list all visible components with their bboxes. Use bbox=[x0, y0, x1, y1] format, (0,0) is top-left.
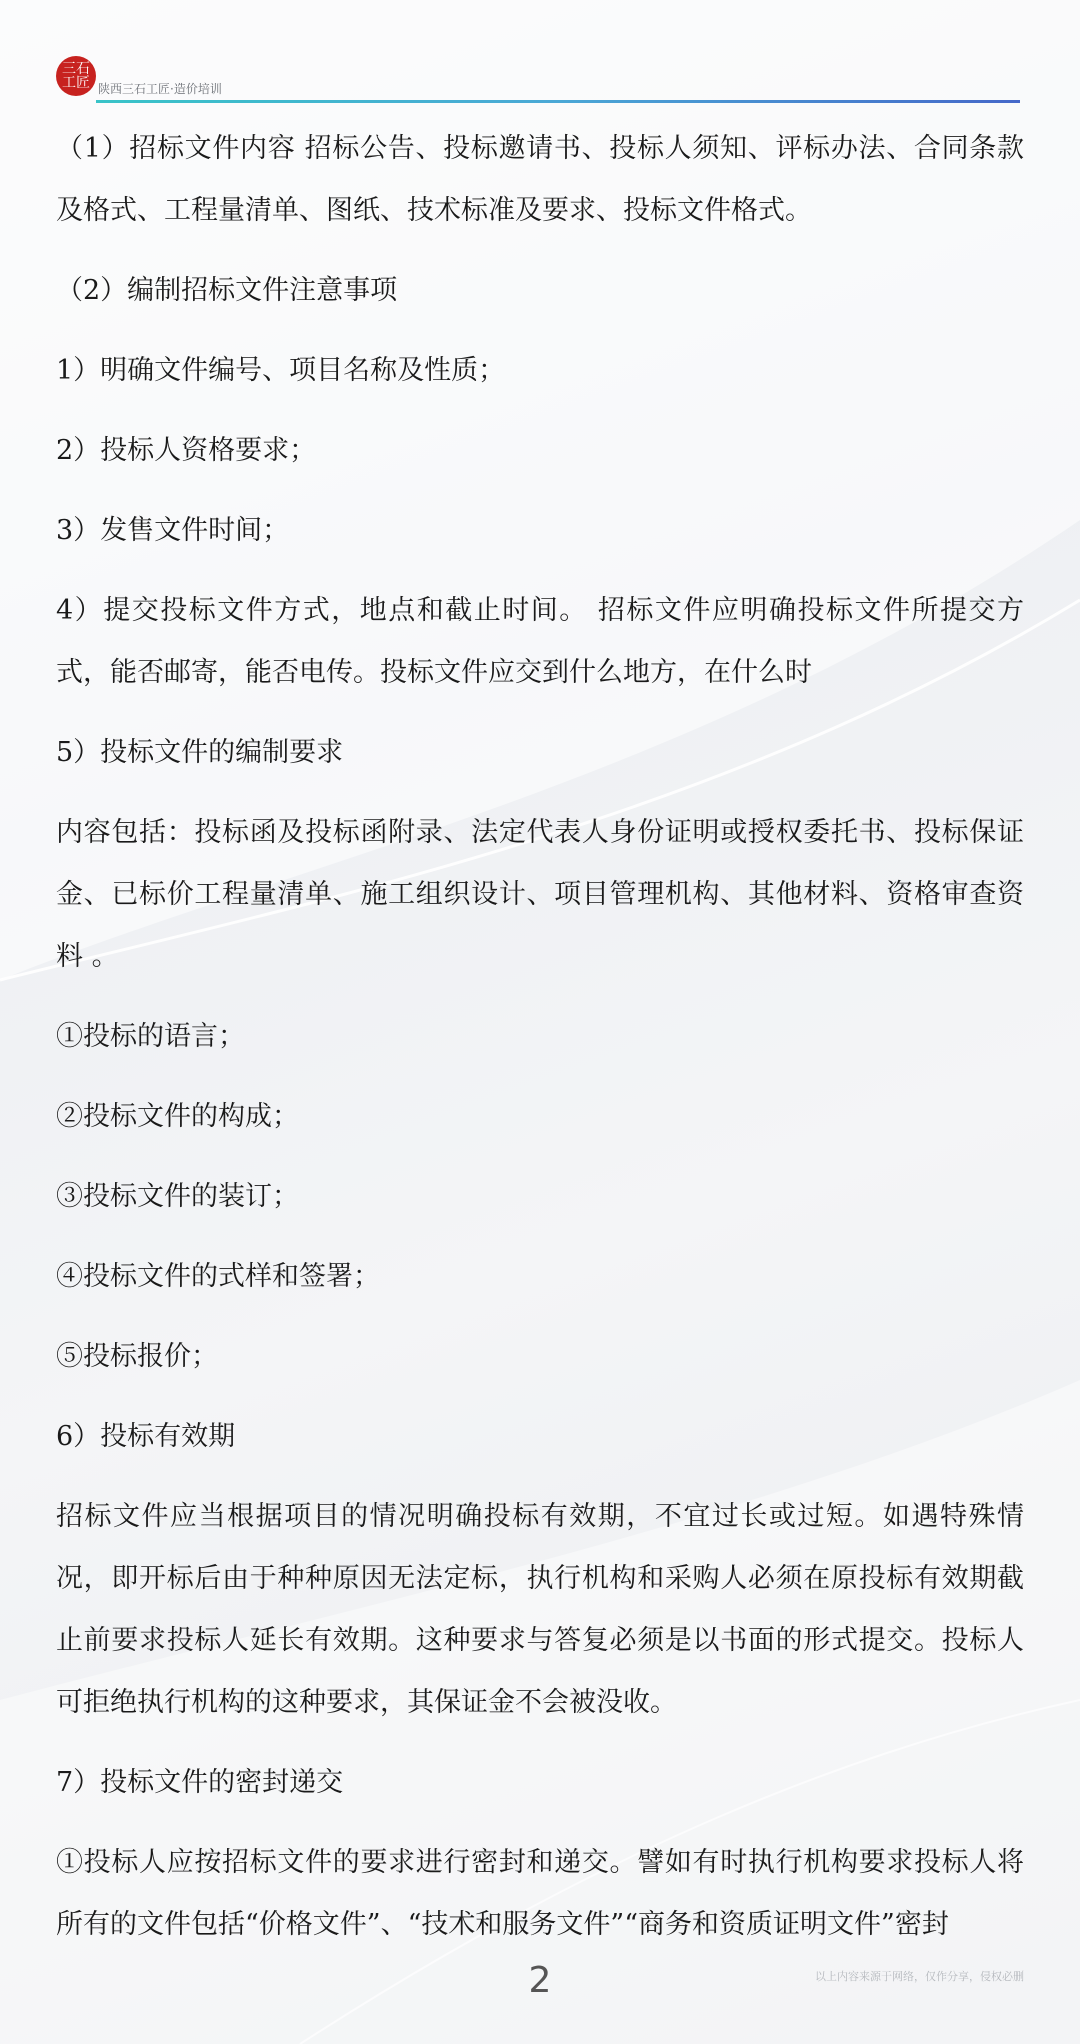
paragraph-10: ②投标文件的构成； bbox=[56, 1101, 299, 1132]
logo-text: 三石工匠 bbox=[62, 61, 90, 91]
brand-name: 陕西三石工匠·造价培训 bbox=[98, 82, 222, 96]
paragraph-13: ⑤投标报价； bbox=[56, 1341, 218, 1372]
paragraph-9: ①投标的语言； bbox=[56, 1021, 245, 1052]
paragraph-16: 7）投标文件的密封递交 bbox=[56, 1767, 344, 1798]
paragraph-15: 招标文件应当根据项目的情况明确投标有效期，不宜过长或过短。如遇特殊情况，即开标后由于种种原因无法定标，执行机构和采购人必须在原投标有效期截止前要求投标人延长有效期。这种要求与答复必须是以书面的形式提交。投标人可拒绝执行机构的这种要求，其保证金不会被没收。 bbox=[56, 1501, 1024, 1718]
paragraph-8: 内容包括：投标函及投标函附录、法定代表人身份证明或授权委托书、投标保证金、已标价工程量清单、施工组织设计、项目管理机构、其他材料、资格审查资料 。 bbox=[56, 817, 1024, 972]
paragraph-5: 3）发售文件时间； bbox=[56, 515, 290, 546]
paragraph-12: ④投标文件的式样和签署； bbox=[56, 1261, 380, 1292]
paragraph-7: 5）投标文件的编制要求 bbox=[56, 737, 344, 768]
copyright-note: 以上内容来源于网络，仅作分享，侵权必删 bbox=[815, 1970, 1024, 1983]
paragraph-3: 1）明确文件编号、项目名称及性质； bbox=[56, 355, 506, 386]
paragraph-1: （1）招标文件内容 招标公告、投标邀请书、投标人须知、评标办法、合同条款及格式、工程量清单、图纸、技术标准及要求、投标文件格式。 bbox=[56, 133, 1024, 226]
document-body bbox=[56, 118, 1024, 1974]
page-number: 2 bbox=[528, 1960, 552, 2001]
paragraph-4: 2）投标人资格要求； bbox=[56, 435, 317, 466]
paragraph-14: 6）投标有效期 bbox=[56, 1421, 236, 1452]
paragraph-2: （2）编制招标文件注意事项 bbox=[56, 275, 398, 306]
header-divider bbox=[96, 100, 1020, 103]
paragraph-11: ③投标文件的装订； bbox=[56, 1181, 299, 1212]
page-header bbox=[56, 52, 1020, 108]
brand-logo bbox=[56, 56, 96, 96]
paragraph-6: 4）提交投标文件方式，地点和截止时间。 招标文件应明确投标文件所提交方式，能否邮寄，能否电传。投标文件应交到什么地方，在什么时 bbox=[56, 595, 1024, 688]
paragraph-17: ①投标人应按招标文件的要求进行密封和递交。譬如有时执行机构要求投标人将所有的文件包括“价格文件”、“技术和服务文件”“商务和资质证明文件”密封 bbox=[56, 1847, 1024, 1940]
